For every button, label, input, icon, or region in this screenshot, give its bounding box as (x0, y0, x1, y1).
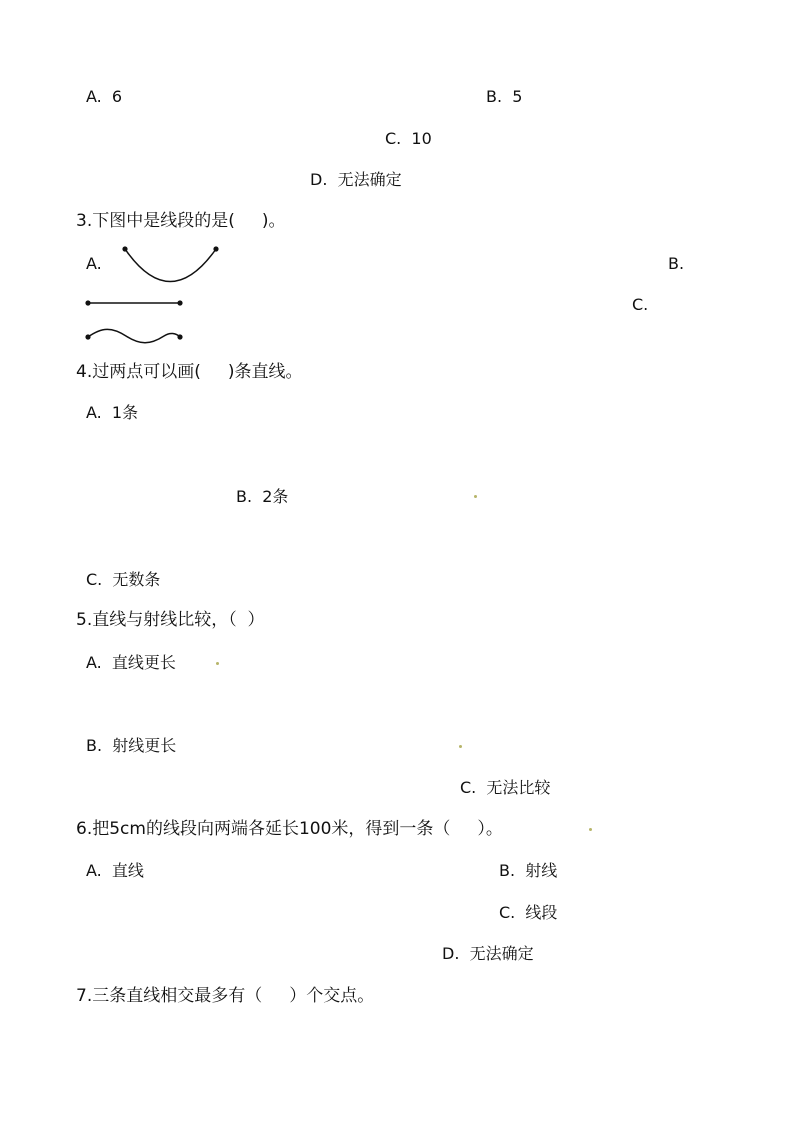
q5-option-a: A. 直线更长 (86, 653, 176, 672)
q6-option-a: A. 直线 (86, 861, 144, 880)
stray-dot-mark (459, 745, 462, 748)
q2-option-b: B. 5 (486, 87, 523, 106)
line-segment-figure (82, 296, 186, 310)
wavy-line-figure (82, 327, 186, 345)
q6-option-c: C. 线段 (499, 903, 558, 922)
stray-dot-mark (216, 662, 219, 665)
q7-stem: 7.三条直线相交最多有（ ）个交点。 (76, 986, 375, 1006)
stray-dot-mark (589, 828, 592, 831)
q2-option-c: C. 10 (385, 129, 432, 148)
q3-stem: 3.下图中是线段的是( )。 (76, 211, 286, 231)
q4-option-b: B. 2条 (236, 487, 289, 506)
q4-option-a: A. 1条 (86, 403, 139, 422)
stray-dot-mark (474, 495, 477, 498)
q5-option-b: B. 射线更长 (86, 736, 177, 755)
q5-stem: 5.直线与射线比较，（ ） (76, 610, 265, 630)
q3-option-c-label: C. (632, 295, 649, 314)
q5-option-c: C. 无法比较 (460, 778, 551, 797)
q3-option-a-label: A. (86, 254, 102, 273)
q3-option-b-label: B. (668, 254, 685, 273)
q2-option-d: D. 无法确定 (310, 170, 402, 189)
arc-figure (118, 242, 222, 284)
q6-option-d: D. 无法确定 (442, 944, 534, 963)
q6-stem: 6.把5cm的线段向两端各延长100米，得到一条（ ）。 (76, 819, 503, 839)
q4-option-c: C. 无数条 (86, 570, 161, 589)
q6-option-b: B. 射线 (499, 861, 558, 880)
q4-stem: 4.过两点可以画( )条直线。 (76, 362, 303, 382)
q2-option-a: A. 6 (86, 87, 123, 106)
